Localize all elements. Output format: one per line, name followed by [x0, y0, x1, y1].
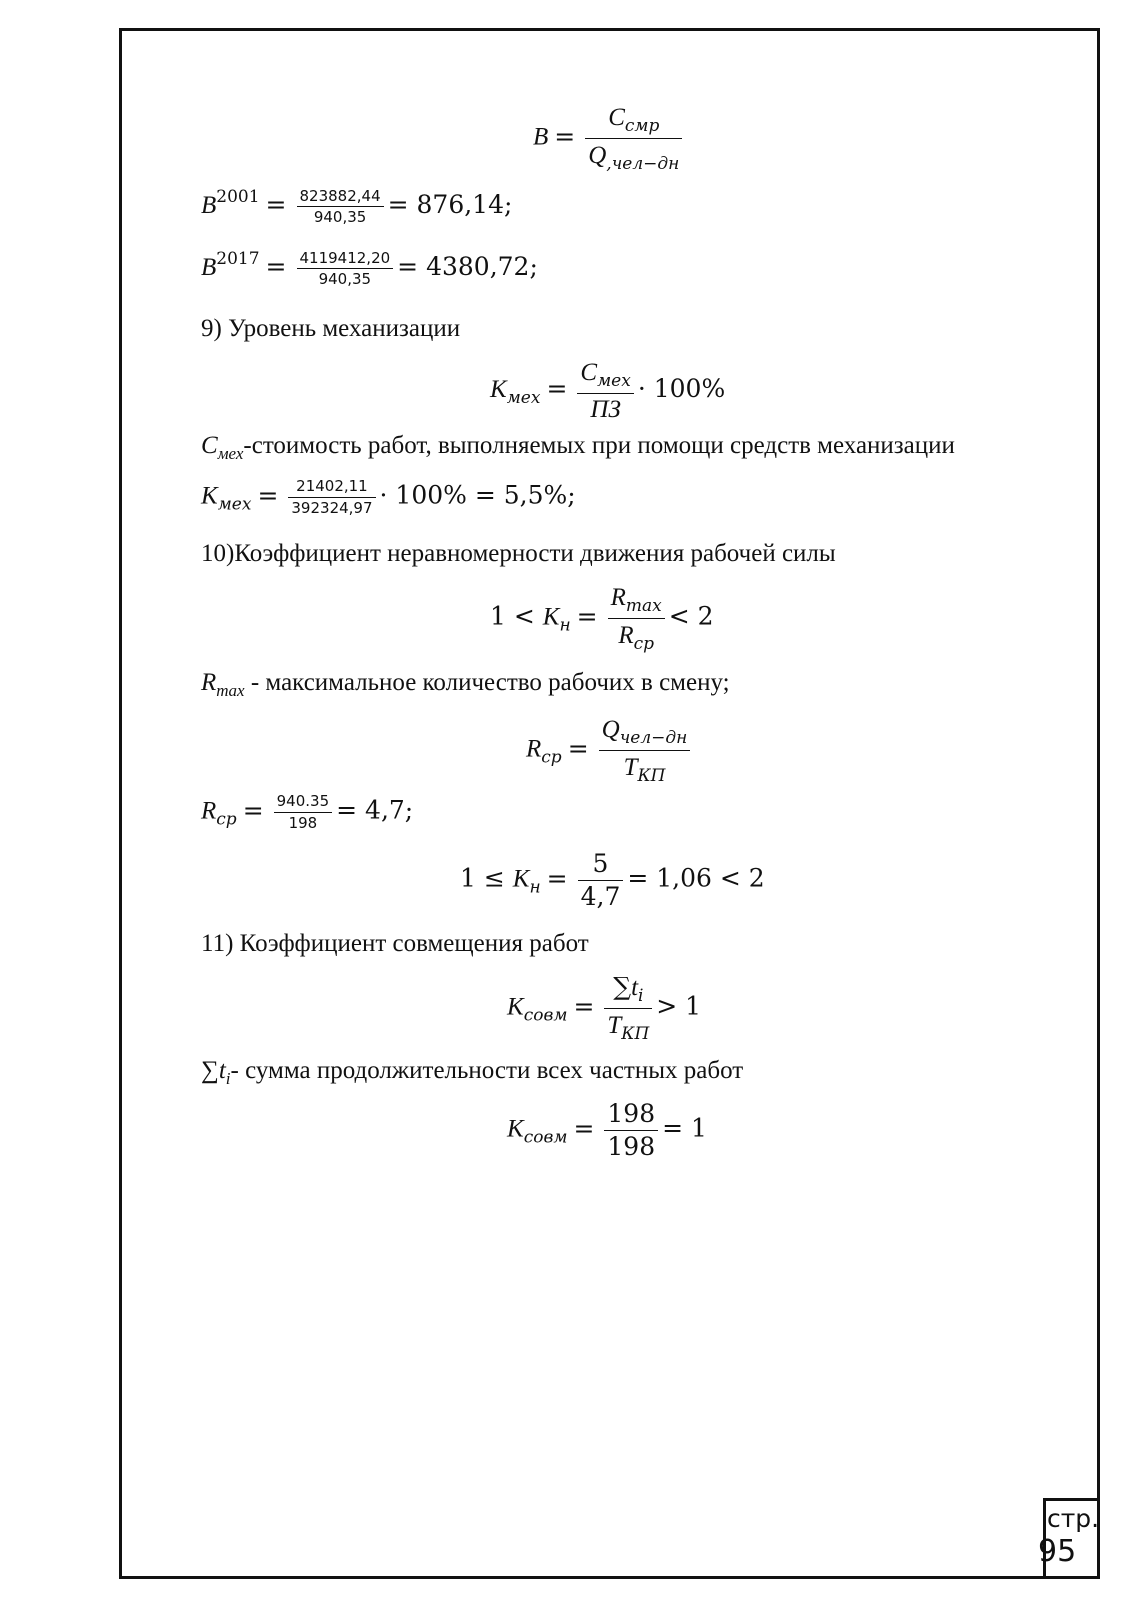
formula-kmex-calc: $K_{мех}$ = $\frac{21402,11}{392324,97}$ · 100% = 5,5%;	[201, 477, 576, 517]
formula-rcp: $R_{ср}$ = $\frac{Q_{чел-дн}}{T_{КП}}$	[526, 715, 694, 785]
heading-combination-coefficient: 11) Коэффициент совмещения работ	[201, 930, 589, 957]
formula-b2017: $B^{2017}$ = $\frac{4119412,20}{940,35}$ = 4380,72;	[201, 248, 538, 288]
formula-ksovm-calc: $K_{совм}$ = $\frac{198}{198}$ = 1	[507, 1099, 707, 1161]
page-label: стр.	[1047, 1504, 1100, 1533]
formula-kn-calc: $1 \le K_н$ = $\frac{5}{4,7}$ = 1,06 < 2	[460, 849, 765, 911]
page-number-stamp	[1038, 1498, 1100, 1579]
heading-nonuniformity-coefficient: 10)Коэффициент неравномерности движения рабочей силы	[201, 540, 836, 567]
formula-ksovm: $K_{совм}$ = $\frac{\sum t_i}{T_{КП}}$ > 1	[507, 972, 702, 1044]
page-number: 95	[1038, 1534, 1077, 1569]
sum-ti-definition: $\sum t_i-$ сумма продолжительности всех частных работ	[201, 1057, 744, 1088]
formula-kn: $1 < K_н$ = $\frac{R_{max}}{R_{ср}}$ < 2	[490, 584, 714, 654]
cmex-definition: $C_{мех}$-стоимость работ, выполняемых при помощи средств механизации	[201, 432, 955, 463]
formula-kmex: $K_{мех}$ = $\frac{C_{мех}}{ПЗ}$ · 100%	[490, 359, 726, 423]
heading-mechanization-level: 9) Уровень механизации	[201, 315, 461, 342]
formula-b2001: $B^{2001}$ = $\frac{823882,44}{940,35}$ = 876,14;	[201, 186, 513, 226]
rmax-definition: $R_{max}$ - максимальное количество рабочих в смену;	[201, 669, 730, 700]
formula-productivity: B = $\frac{C_{смр}}{Q_{,чел-дн}}$	[533, 103, 686, 173]
formula-rcp-calc: $R_{ср}$ = $\frac{940.35}{198}$ = 4,7;	[201, 792, 414, 832]
